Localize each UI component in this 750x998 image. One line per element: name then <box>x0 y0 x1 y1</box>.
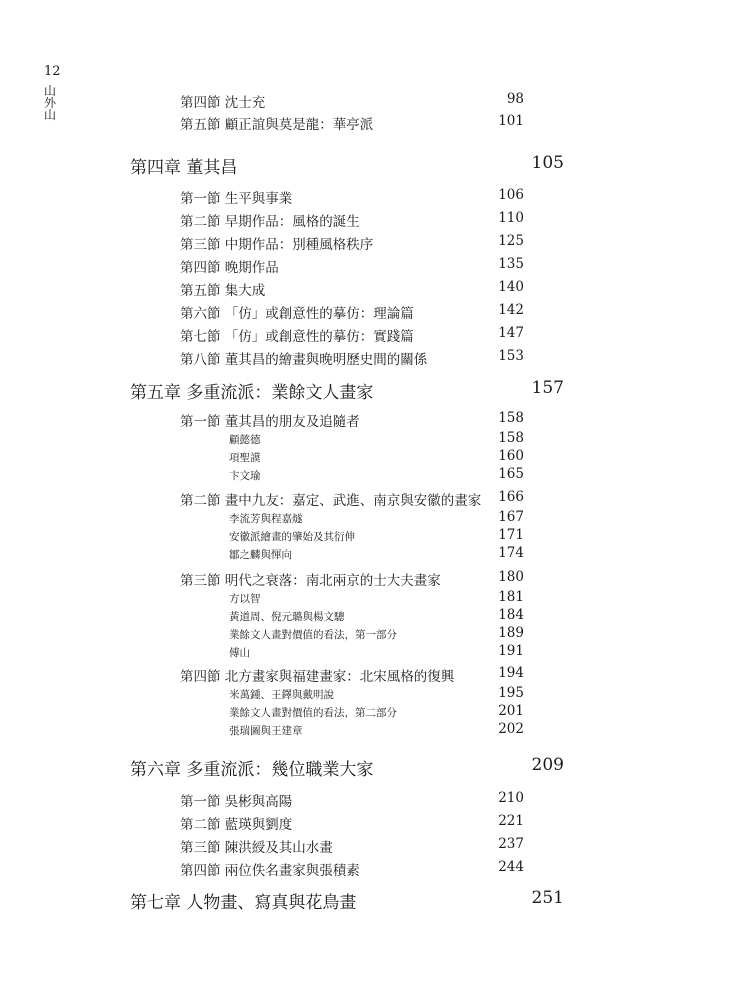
subentry-label: 黃道周、倪元璐與楊文驄 <box>229 611 345 623</box>
chapter-label: 第六章 多重流派：幾位職業大家 <box>130 760 374 780</box>
subentry-label: 業餘文人畫對價值的看法，第一部分 <box>229 629 397 641</box>
chapter-page: 105 <box>531 153 564 173</box>
entry-label: 第五節 顧正誼與莫是龍：華亭派 <box>180 117 374 133</box>
subentry-label: 項聖謨 <box>229 452 261 464</box>
entry-page: 166 <box>498 489 524 505</box>
entry-page: 98 <box>506 91 524 107</box>
subentry-label: 米萬鍾、王鐸與戴明說 <box>229 689 334 701</box>
entry-page: 194 <box>498 665 524 681</box>
entry-page: 158 <box>498 410 524 426</box>
subentry-label: 顧懿德 <box>229 434 261 446</box>
entry-label: 第二節 藍瑛與劉度 <box>180 817 293 833</box>
running-head: 山外山 <box>44 84 57 122</box>
entry-label: 第二節 畫中九友：嘉定、武進、南京與安徽的畫家 <box>180 493 482 509</box>
entry-page: 153 <box>498 348 524 364</box>
subentry-page: 202 <box>498 721 524 737</box>
subentry-page: 171 <box>498 527 524 543</box>
chapter-page: 209 <box>531 755 564 775</box>
entry-page: 237 <box>498 836 524 852</box>
subentry-page: 191 <box>498 643 524 659</box>
chapter-page: 157 <box>531 378 564 398</box>
entry-page: 142 <box>498 302 524 318</box>
subentry-label: 傅山 <box>229 647 250 659</box>
subentry-label: 業餘文人畫對價值的看法，第二部分 <box>229 707 397 719</box>
entry-label: 第三節 中期作品：別種風格秩序 <box>180 237 374 253</box>
subentry-page: 160 <box>498 448 524 464</box>
entry-page: 135 <box>498 256 524 272</box>
entry-label: 第一節 吳彬與高陽 <box>180 794 293 810</box>
subentry-page: 165 <box>498 466 524 482</box>
entry-label: 第一節 生平與事業 <box>180 191 293 207</box>
entry-page: 147 <box>498 325 524 341</box>
entry-label: 第一節 董其昌的朋友及追隨者 <box>180 414 360 430</box>
subentry-page: 184 <box>498 607 524 623</box>
entry-label: 第八節 董其昌的繪畫與晚明歷史間的關係 <box>180 352 428 368</box>
page-number: 12 <box>44 64 61 79</box>
entry-page: 125 <box>498 233 524 249</box>
entry-page: 221 <box>498 813 524 829</box>
subentry-label: 安徽派繪畫的肇始及其衍伸 <box>229 531 355 543</box>
subentry-label: 鄒之麟與惲向 <box>229 549 292 561</box>
subentry-label: 卞文瑜 <box>229 470 261 482</box>
chapter-label: 第五章 多重流派：業餘文人畫家 <box>130 383 374 403</box>
entry-page: 210 <box>498 790 524 806</box>
entry-label: 第三節 陳洪綬及其山水畫 <box>180 840 333 856</box>
entry-page: 106 <box>498 187 524 203</box>
entry-label: 第四節 兩位佚名畫家與張積素 <box>180 863 360 879</box>
chapter-label: 第四章 董其昌 <box>130 158 238 178</box>
subentry-label: 方以智 <box>229 593 261 605</box>
entry-label: 第四節 北方畫家與福建畫家：北宋風格的復興 <box>180 669 455 685</box>
entry-page: 244 <box>498 859 524 875</box>
entry-label: 第六節 「仿」或創意性的摹仿：理論篇 <box>180 306 414 322</box>
subentry-page: 201 <box>498 703 524 719</box>
entry-label: 第四節 沈士充 <box>180 95 266 111</box>
entry-label: 第四節 晚期作品 <box>180 260 279 276</box>
entry-page: 110 <box>498 210 524 226</box>
subentry-page: 195 <box>498 685 524 701</box>
subentry-label: 李流芳與程嘉燧 <box>229 513 303 525</box>
chapter-page: 251 <box>531 888 564 908</box>
entry-page: 140 <box>498 279 524 295</box>
entry-label: 第三節 明代之衰落：南北兩京的士大夫畫家 <box>180 573 441 589</box>
chapter-label: 第七章 人物畫、寫真與花鳥畫 <box>130 893 357 913</box>
entry-page: 101 <box>498 113 524 129</box>
subentry-page: 167 <box>498 509 524 525</box>
subentry-page: 189 <box>498 625 524 641</box>
subentry-label: 張瑞圖與王建章 <box>229 725 303 737</box>
entry-label: 第二節 早期作品：風格的誕生 <box>180 214 360 230</box>
entry-label: 第七節 「仿」或創意性的摹仿：實踐篇 <box>180 329 414 345</box>
subentry-page: 174 <box>498 545 524 561</box>
subentry-page: 158 <box>498 430 524 446</box>
entry-label: 第五節 集大成 <box>180 283 266 299</box>
entry-page: 180 <box>498 569 524 585</box>
subentry-page: 181 <box>498 589 524 605</box>
